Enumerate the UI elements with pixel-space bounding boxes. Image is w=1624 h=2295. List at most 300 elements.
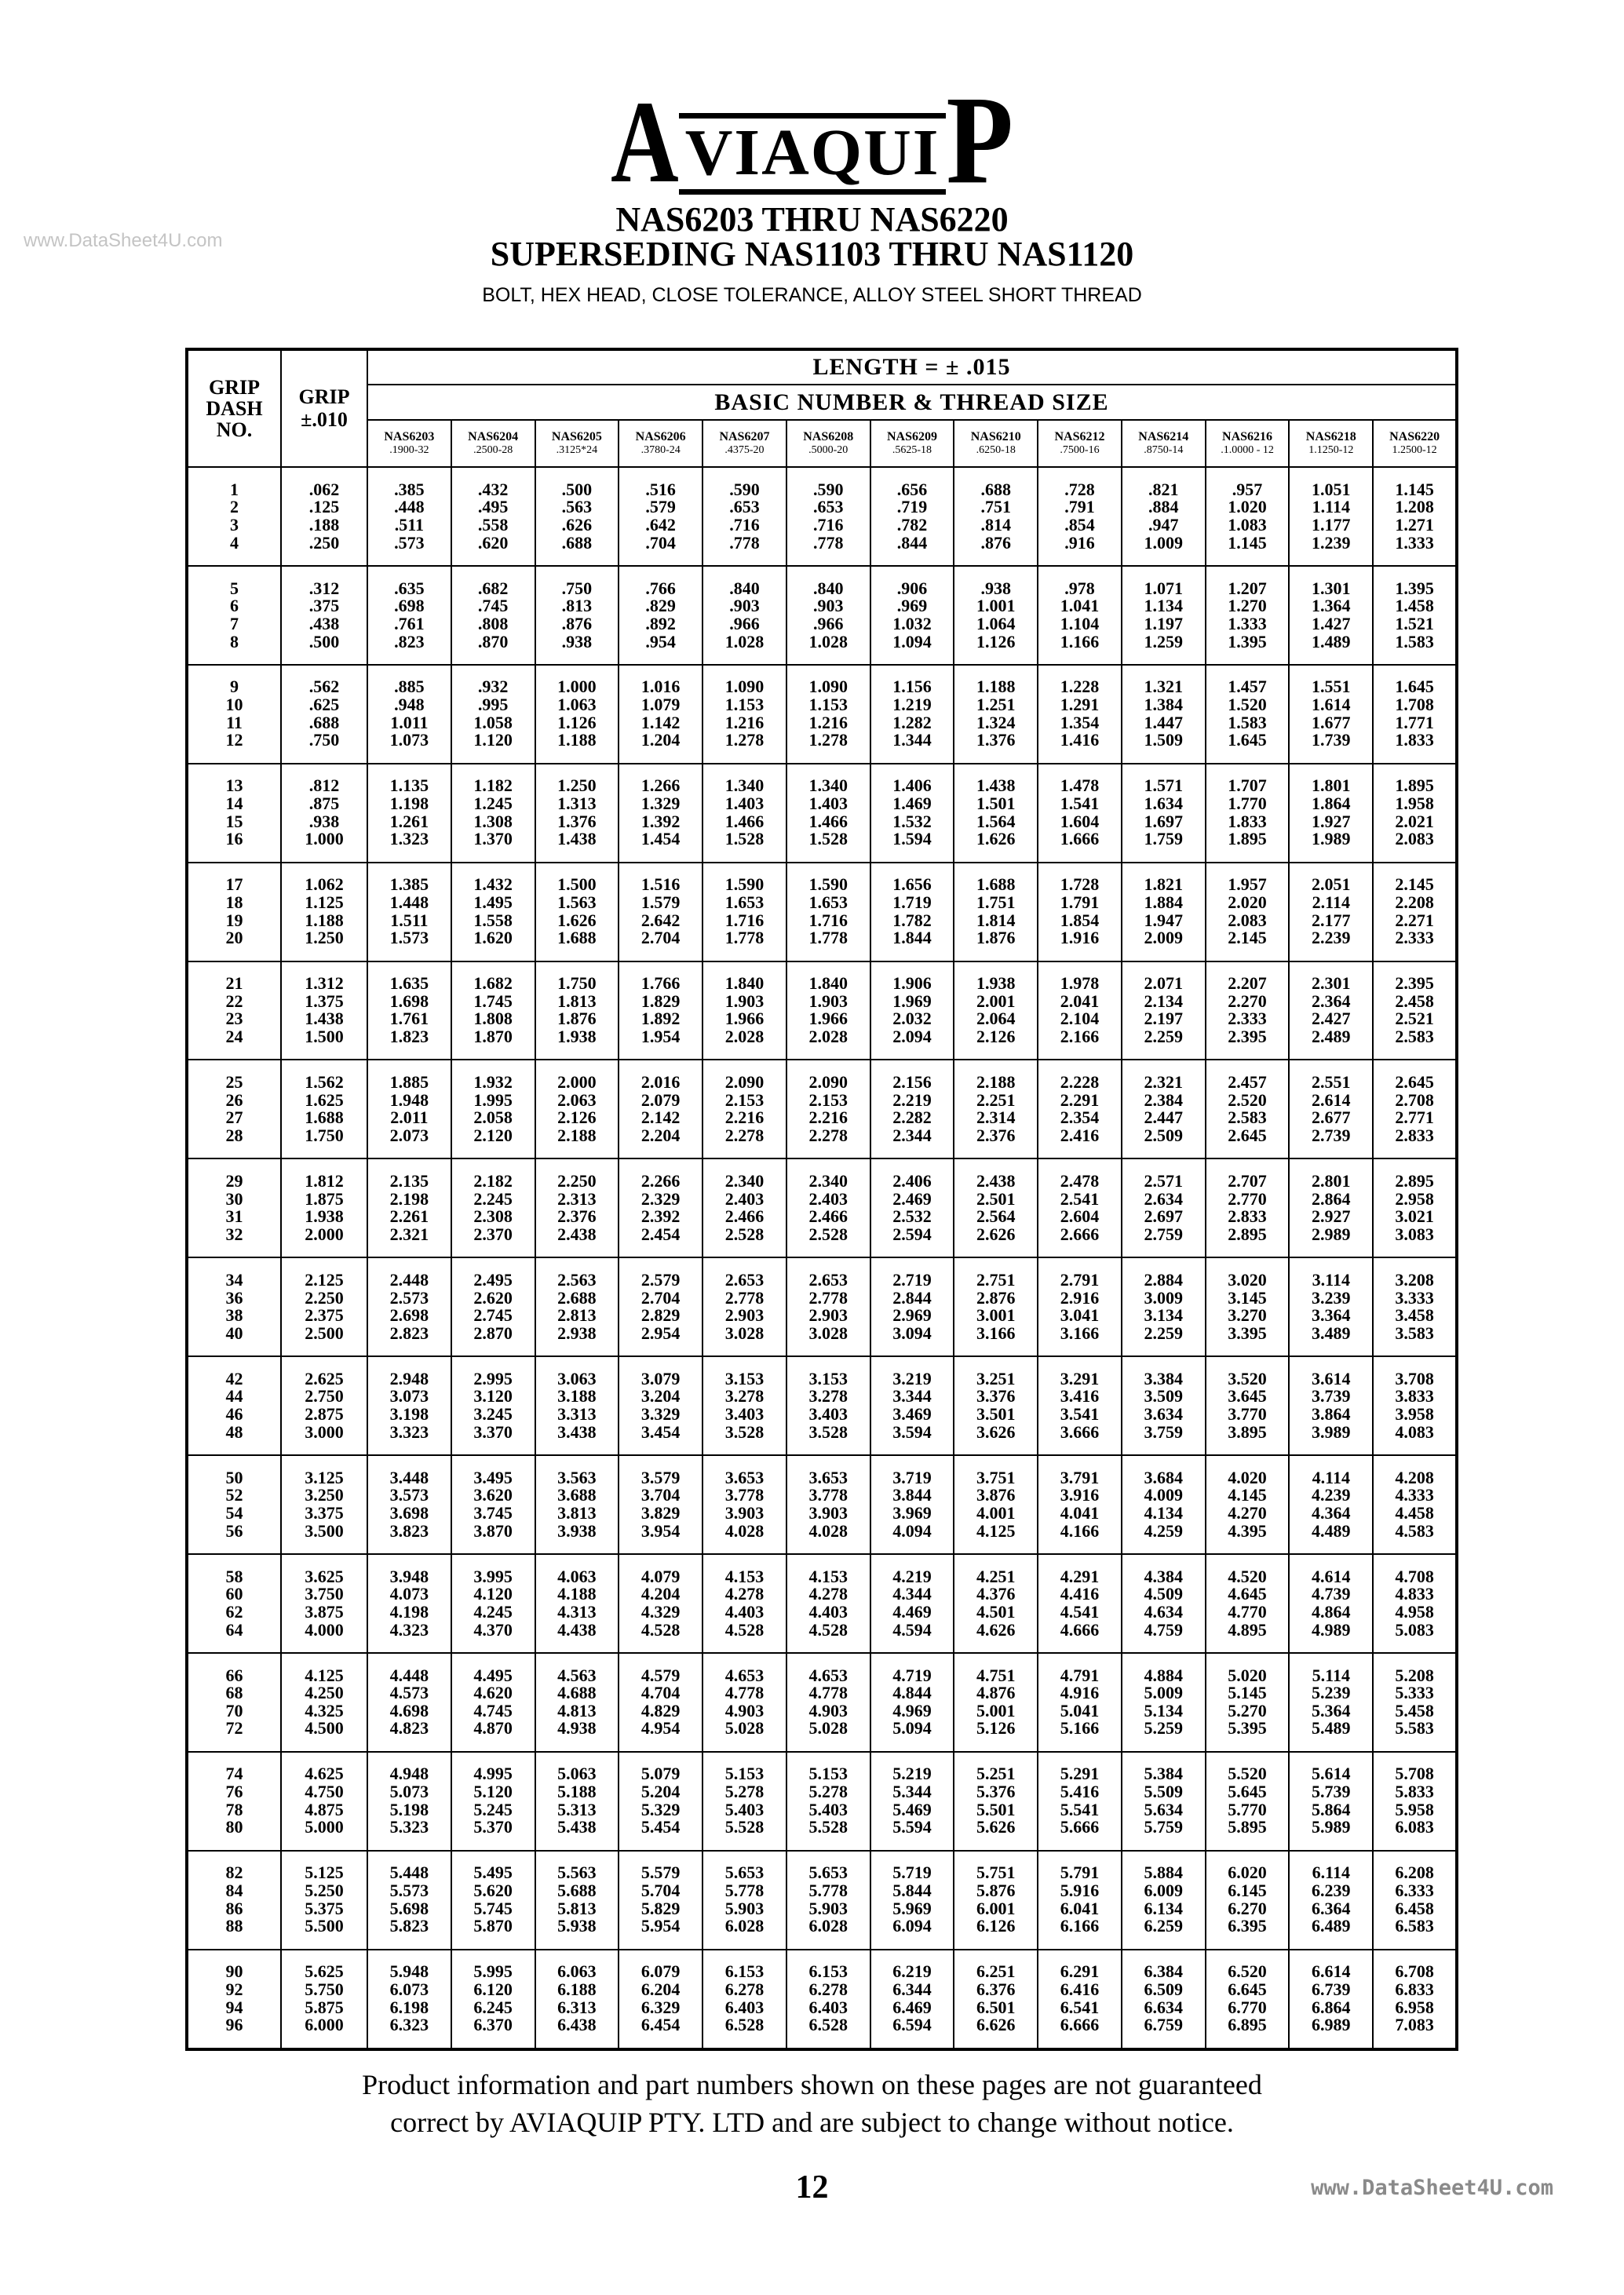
length-cell: [1373, 1851, 1457, 1950]
length-cell: [535, 1060, 619, 1158]
length-cell: [367, 665, 451, 764]
cell-value: 1.966: [724, 1009, 765, 1029]
cell-value: 1.688: [976, 874, 1016, 895]
length-cell: [451, 1851, 535, 1950]
cell-value: 1.778: [724, 928, 765, 948]
length-cell: [1373, 1060, 1457, 1158]
length-cell: [619, 1356, 703, 1455]
length-cell: [367, 1554, 451, 1653]
cell-value: 4.958: [1395, 1601, 1434, 1622]
cell-value: 6.313: [557, 1997, 597, 2017]
cell-value: 2.270: [1228, 991, 1267, 1011]
cell-value: 4.823: [389, 1718, 429, 1739]
document-supersedes-title: SUPERSEDING NAS1103 THRU NAS1120: [490, 235, 1134, 273]
cell-value: 5.770: [1228, 1799, 1267, 1819]
cell-value: 2.282: [892, 1107, 932, 1128]
cell-value: 4.750: [305, 1782, 344, 1802]
cell-value: .966: [729, 613, 760, 633]
cell-value: 1.966: [808, 1009, 848, 1029]
cell-value: 3.278: [808, 1386, 848, 1407]
cell-value: .892: [645, 613, 676, 633]
cell-value: 3.684: [1144, 1467, 1184, 1487]
length-cell: [1038, 1752, 1122, 1851]
length-cell: [1289, 1950, 1373, 2049]
cell-value: 4.875: [305, 1799, 344, 1819]
cell-value: 4.501: [976, 1601, 1016, 1622]
length-cell: [703, 1950, 786, 2049]
table-row: [187, 764, 1457, 863]
cell-value: .688: [980, 479, 1011, 499]
cell-value: 3.634: [1144, 1404, 1184, 1425]
cell-value: 1.708: [1395, 695, 1434, 715]
cell-value: 1.104: [1060, 613, 1100, 633]
cell-value: 2.895: [1228, 1224, 1267, 1244]
cell-value: .590: [729, 479, 760, 499]
length-cell: [870, 665, 954, 764]
cell-value: .062: [308, 479, 340, 499]
cell-value: 3.323: [389, 1421, 429, 1442]
part-column-header: [619, 420, 703, 467]
aviaquip-logo: [0, 70, 1624, 211]
cell-value: 3.153: [808, 1368, 848, 1388]
length-cell: [1038, 1455, 1122, 1554]
cell-value: .573: [394, 532, 425, 553]
cell-value: 1.770: [1228, 794, 1267, 814]
cell-value: 2.153: [724, 1089, 765, 1110]
cell-value: 3.403: [724, 1404, 765, 1425]
length-cell: [703, 1554, 786, 1653]
cell-value: 1.948: [389, 1089, 429, 1110]
part-column-header: [367, 420, 451, 467]
cell-value: .947: [1148, 514, 1179, 535]
watermark-top: www.DataSheet4U.com: [24, 230, 223, 251]
length-cell: [703, 1257, 786, 1356]
cell-value: 3.219: [892, 1368, 932, 1388]
length-cell: [1122, 1752, 1206, 1851]
cell-value: 2.948: [389, 1368, 429, 1388]
cell-value: 6.188: [557, 1979, 597, 2000]
cell-value: .511: [394, 514, 425, 535]
cell-value: 2.153: [808, 1089, 848, 1110]
cell-value: 3.895: [1228, 1421, 1267, 1442]
part-column-header: [1289, 420, 1373, 467]
cell-value: 3.001: [976, 1305, 1016, 1326]
cell-value: 1.114: [1312, 497, 1350, 517]
cell-value: 1.457: [1228, 677, 1267, 697]
cell-value: 5.469: [892, 1799, 932, 1819]
cell-value: 64: [225, 1619, 243, 1640]
length-cell: [954, 1455, 1038, 1554]
length-cell: [786, 1752, 870, 1851]
cell-value: 4.634: [1144, 1601, 1184, 1622]
cell-value: 1.454: [640, 829, 681, 849]
cell-value: 6.454: [640, 2015, 681, 2035]
length-cell: [1038, 961, 1122, 1060]
dash-number-cell: [187, 665, 281, 764]
cell-value: 3.653: [724, 1467, 765, 1487]
cell-value: 1.125: [305, 892, 344, 912]
cell-value: 74: [225, 1764, 243, 1784]
table-row: [187, 961, 1457, 1060]
part-column-header: [1373, 420, 1457, 467]
cell-value: 2.126: [976, 1027, 1016, 1047]
cell-value: 5.313: [557, 1799, 597, 1819]
cell-value: .782: [896, 514, 928, 535]
cell-value: 2.063: [557, 1089, 597, 1110]
length-cell: [367, 1950, 451, 2049]
table-row: [187, 566, 1457, 665]
cell-value: 4.028: [724, 1520, 765, 1541]
cell-value: 1.228: [1060, 677, 1100, 697]
cell-value: 2.466: [808, 1206, 848, 1227]
cell-value: 6.041: [1060, 1898, 1100, 1918]
cell-value: 4.323: [389, 1619, 429, 1640]
cell-value: 2.438: [976, 1170, 1016, 1191]
length-cell: [535, 1356, 619, 1455]
part-column-header: [451, 420, 535, 467]
grip-cell: [281, 1356, 367, 1455]
grip-cell: [281, 1752, 367, 1851]
cell-value: 4.198: [389, 1601, 429, 1622]
cell-value: 6.528: [808, 2015, 848, 2035]
cell-value: 2.844: [892, 1287, 932, 1308]
cell-value: 1.682: [473, 973, 513, 994]
cell-value: 1: [230, 479, 239, 499]
cell-value: 4.759: [1144, 1619, 1184, 1640]
cell-value: 11: [226, 712, 243, 732]
length-cell: [1206, 764, 1290, 863]
cell-value: 2.384: [1144, 1089, 1184, 1110]
cell-value: 3.594: [892, 1421, 932, 1442]
cell-value: 5.520: [1228, 1764, 1267, 1784]
cell-value: 2.145: [1228, 928, 1267, 948]
length-cell: [535, 1554, 619, 1653]
logo-letter-p: P: [946, 70, 1013, 211]
cell-value: 2.528: [724, 1224, 765, 1244]
length-cell: [619, 1158, 703, 1257]
grip-dash-header-line: NO.: [216, 418, 253, 442]
length-cell: [367, 1455, 451, 1554]
dash-number-cell: [187, 863, 281, 961]
cell-value: 3.384: [1144, 1368, 1184, 1388]
cell-value: .125: [308, 497, 340, 517]
cell-value: 2.321: [1144, 1072, 1184, 1093]
cell-value: 4.125: [305, 1665, 344, 1685]
cell-value: 6.520: [1228, 1961, 1267, 1982]
dash-number-cell: [187, 1257, 281, 1356]
cell-value: 3.645: [1228, 1386, 1267, 1407]
cell-value: 1.333: [1228, 613, 1267, 633]
length-cell: [954, 1356, 1038, 1455]
length-cell: [870, 863, 954, 961]
cell-value: 2.528: [808, 1224, 848, 1244]
length-cell: [786, 764, 870, 863]
cell-value: 2.340: [808, 1170, 848, 1191]
cell-value: 6.126: [976, 1916, 1016, 1936]
cell-value: 1.466: [808, 811, 848, 831]
cell-value: 2.634: [1144, 1188, 1184, 1209]
cell-value: 6.001: [976, 1898, 1016, 1918]
cell-value: 3.870: [473, 1520, 513, 1541]
cell-value: 4.134: [1144, 1503, 1184, 1523]
cell-value: 6.833: [1395, 1979, 1434, 2000]
cell-value: 50: [225, 1467, 243, 1487]
cell-value: 5.594: [892, 1817, 932, 1837]
cell-value: 1.282: [892, 712, 932, 732]
cell-value: .620: [477, 532, 509, 553]
length-cell: [367, 1060, 451, 1158]
table-row: [187, 1851, 1457, 1950]
disclaimer-line-2: correct by AVIAQUIP PTY. LTD and are subject to change without notice.: [390, 2107, 1234, 2138]
length-cell: [1038, 1060, 1122, 1158]
cell-value: 2.448: [389, 1269, 429, 1290]
length-cell: [1206, 1455, 1290, 1554]
cell-value: 96: [225, 2015, 243, 2035]
thread-size: .5625-18: [892, 444, 932, 457]
cell-value: 2.114: [1312, 892, 1350, 912]
cell-value: 2.938: [557, 1323, 597, 1343]
cell-value: 1.614: [1312, 695, 1351, 715]
cell-value: 1.376: [557, 811, 597, 831]
part-column-header: [535, 420, 619, 467]
cell-value: 4.009: [1144, 1485, 1184, 1505]
cell-value: 5.895: [1228, 1817, 1267, 1837]
length-cell: [619, 1455, 703, 1554]
cell-value: 3.063: [557, 1368, 597, 1388]
cell-value: 1.947: [1144, 910, 1184, 930]
length-cell: [1122, 1950, 1206, 2049]
cell-value: 1.895: [1395, 775, 1434, 796]
cell-value: 1.511: [390, 910, 429, 930]
length-cell: [619, 764, 703, 863]
cell-value: 2.079: [640, 1089, 681, 1110]
cell-value: 6.989: [1312, 2015, 1351, 2035]
cell-value: 4.251: [976, 1566, 1016, 1586]
cell-value: 1.312: [305, 973, 344, 994]
cell-value: 6.501: [976, 1997, 1016, 2017]
cell-value: 1.500: [557, 874, 597, 895]
cell-value: .642: [645, 514, 676, 535]
cell-value: 1.204: [640, 730, 681, 750]
cell-value: .751: [980, 497, 1011, 517]
cell-value: 6.528: [724, 2015, 765, 2035]
cell-value: 2.370: [473, 1224, 513, 1244]
cell-value: 3.739: [1312, 1386, 1351, 1407]
cell-value: 2.239: [1312, 928, 1351, 948]
length-cell: [1122, 566, 1206, 665]
cell-value: 5.573: [389, 1880, 429, 1900]
length-cell: [1373, 961, 1457, 1060]
cell-value: 4.245: [473, 1601, 513, 1622]
cell-value: 6.864: [1312, 1997, 1351, 2017]
cell-value: 40: [225, 1323, 243, 1343]
cell-value: 3.188: [557, 1386, 597, 1407]
cell-value: 1.938: [305, 1206, 344, 1227]
cell-value: 2.000: [305, 1224, 344, 1244]
cell-value: 4.916: [1060, 1683, 1100, 1703]
length-cell: [1122, 1455, 1206, 1554]
thread-size: .2500-28: [473, 444, 513, 457]
length-cell: [1373, 863, 1457, 961]
cell-value: 3.563: [557, 1467, 597, 1487]
cell-value: 3.954: [640, 1520, 681, 1541]
grip-cell: [281, 566, 367, 665]
cell-value: 4.083: [1395, 1421, 1434, 1442]
length-cell: [703, 1158, 786, 1257]
cell-value: 5.528: [808, 1817, 848, 1837]
cell-value: .716: [812, 514, 844, 535]
cell-value: 1.625: [305, 1089, 344, 1110]
page-number: 12: [795, 2169, 829, 2206]
cell-value: 3.813: [557, 1503, 597, 1523]
length-cell: [451, 566, 535, 665]
length-cell: [451, 1653, 535, 1752]
cell-value: 1.938: [557, 1027, 597, 1047]
cell-value: 2.903: [724, 1305, 765, 1326]
cell-value: 2.457: [1228, 1072, 1267, 1093]
grip-cell: [281, 665, 367, 764]
length-cell: [1289, 863, 1373, 961]
length-cell: [703, 467, 786, 566]
cell-value: 4.438: [557, 1619, 597, 1640]
cell-value: 2.291: [1060, 1089, 1100, 1110]
cell-value: 4.719: [892, 1665, 932, 1685]
cell-value: 6.009: [1144, 1880, 1184, 1900]
length-cell: [1038, 1950, 1122, 2049]
cell-value: 4.583: [1395, 1520, 1434, 1541]
cell-value: .978: [1064, 578, 1095, 598]
cell-value: 5.028: [724, 1718, 765, 1739]
cell-value: 1.958: [1395, 794, 1434, 814]
part-number: NAS6212: [1054, 429, 1105, 443]
length-cell: [1206, 1554, 1290, 1653]
cell-value: 5.291: [1060, 1764, 1100, 1784]
cell-value: 1.551: [1312, 677, 1351, 697]
cell-value: 4.344: [892, 1584, 932, 1604]
length-cell: [451, 764, 535, 863]
cell-value: .500: [561, 479, 593, 499]
cell-value: 5.870: [473, 1916, 513, 1936]
cell-value: 1.469: [892, 794, 932, 814]
cell-value: .840: [812, 578, 844, 598]
cell-value: 5.333: [1395, 1683, 1434, 1703]
cell-value: 2.958: [1395, 1188, 1434, 1209]
part-column-header: [703, 420, 786, 467]
cell-value: 1.833: [1395, 730, 1434, 750]
length-cell: [535, 1950, 619, 2049]
length-cell: [451, 1257, 535, 1356]
cell-value: 1.884: [1144, 892, 1184, 912]
cell-value: 4.520: [1228, 1566, 1267, 1586]
cell-value: 2.521: [1395, 1009, 1434, 1029]
cell-value: 2.642: [640, 910, 681, 930]
cell-value: .884: [1148, 497, 1179, 517]
cell-value: 6.291: [1060, 1961, 1100, 1982]
cell-value: 1.854: [1060, 910, 1100, 930]
cell-value: 1.716: [808, 910, 848, 930]
table-row: [187, 1950, 1457, 2049]
cell-value: 1.778: [808, 928, 848, 948]
cell-value: 3.291: [1060, 1368, 1100, 1388]
length-cell: [451, 1158, 535, 1257]
cell-value: 1.583: [1228, 712, 1267, 732]
length-cell: [367, 1851, 451, 1950]
cell-value: 1.216: [808, 712, 848, 732]
cell-value: 6.770: [1228, 1997, 1267, 2017]
table-row: [187, 665, 1457, 764]
thread-size: .6250-18: [976, 444, 1016, 457]
cell-value: 6: [230, 596, 239, 616]
cell-value: 4.995: [473, 1764, 513, 1784]
cell-value: 1.291: [1060, 695, 1100, 715]
cell-value: 3.000: [305, 1421, 344, 1442]
cell-value: 3.021: [1395, 1206, 1434, 1227]
table-row: [187, 1554, 1457, 1653]
cell-value: .716: [729, 514, 760, 535]
cell-value: 1.808: [473, 1009, 513, 1029]
cell-value: 3.903: [808, 1503, 848, 1523]
cell-value: 4.745: [473, 1700, 513, 1720]
cell-value: .778: [812, 532, 844, 553]
cell-value: 4: [230, 532, 239, 553]
cell-value: 5.000: [305, 1817, 344, 1837]
cell-value: 3.626: [976, 1421, 1016, 1442]
cell-value: 2.403: [724, 1188, 765, 1209]
cell-value: 2.142: [640, 1107, 681, 1128]
cell-value: 3.120: [473, 1386, 513, 1407]
cell-value: 4.416: [1060, 1584, 1100, 1604]
length-cell: [1289, 1356, 1373, 1455]
length-cell: [451, 1950, 535, 2049]
cell-value: 3.875: [305, 1601, 344, 1622]
cell-value: 1.188: [976, 677, 1016, 697]
length-cell: [1122, 665, 1206, 764]
length-cell: [870, 1060, 954, 1158]
cell-value: 2.126: [557, 1107, 597, 1128]
length-cell: [870, 467, 954, 566]
cell-value: 6.583: [1395, 1916, 1434, 1936]
cell-value: 2.245: [473, 1188, 513, 1209]
cell-value: 14: [225, 794, 243, 814]
cell-value: 5.454: [640, 1817, 681, 1837]
cell-value: 24: [225, 1027, 243, 1047]
table-row: [187, 1158, 1457, 1257]
cell-value: 6.153: [808, 1961, 848, 1982]
cell-value: 1.438: [305, 1009, 344, 1029]
cell-value: 1.278: [724, 730, 765, 750]
dash-number-cell: [187, 1356, 281, 1455]
cell-value: 2.645: [1228, 1126, 1267, 1146]
cell-value: .563: [561, 497, 593, 517]
cell-value: 2.884: [1144, 1269, 1184, 1290]
cell-value: 6.509: [1144, 1979, 1184, 2000]
length-cell: [367, 764, 451, 863]
cell-value: 1.688: [557, 928, 597, 948]
cell-value: .579: [645, 497, 676, 517]
cell-value: 2.266: [640, 1170, 681, 1191]
cell-value: 5.876: [976, 1880, 1016, 1900]
cell-value: 2.707: [1228, 1170, 1267, 1191]
cell-value: 4.073: [389, 1584, 429, 1604]
cell-value: 5.791: [1060, 1863, 1100, 1883]
cell-value: .995: [477, 695, 509, 715]
length-cell: [703, 961, 786, 1060]
cell-value: 6.403: [808, 1997, 848, 2017]
cell-value: 3.145: [1228, 1287, 1267, 1308]
cell-value: 1.634: [1144, 794, 1184, 814]
cell-value: 1.520: [1228, 695, 1267, 715]
cell-value: 2.541: [1060, 1188, 1100, 1209]
